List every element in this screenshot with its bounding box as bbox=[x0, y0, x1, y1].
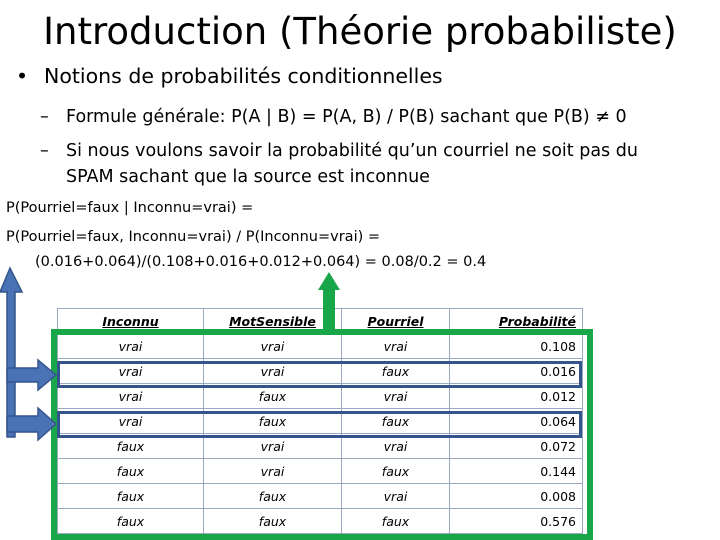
left-arrow-stem bbox=[0, 268, 22, 437]
cell-probabilite: 0.576 bbox=[450, 509, 583, 534]
cell-inconnu: vrai bbox=[58, 409, 204, 434]
cell-pourriel: faux bbox=[342, 509, 450, 534]
cell-inconnu: faux bbox=[58, 459, 204, 484]
sub-bullet-question-line1: Si nous voulons savoir la probabilité qu’un courriel ne soit pas du bbox=[66, 141, 638, 161]
bullet-main-text: Notions de probabilités conditionnelles bbox=[44, 64, 443, 88]
sub-bullet-dash: – bbox=[40, 141, 49, 161]
cell-motsensible: faux bbox=[204, 509, 342, 534]
cell-motsensible: vrai bbox=[204, 434, 342, 459]
sub-bullet-formula-text: Formule générale: P(A | B) = P(A, B) / P(B) sachant que P(B) ≠ 0 bbox=[66, 107, 627, 127]
green-arrow-stem bbox=[323, 288, 335, 332]
cell-pourriel: vrai bbox=[342, 484, 450, 509]
cell-inconnu: vrai bbox=[58, 334, 204, 359]
cell-inconnu: vrai bbox=[58, 359, 204, 384]
equation-line-2: P(Pourriel=faux, Inconnu=vrai) / P(Inconnu=vrai) = bbox=[6, 229, 381, 245]
cell-inconnu: faux bbox=[58, 484, 204, 509]
col-header-probabilite: Probabilité bbox=[450, 309, 583, 334]
cell-probabilite: 0.012 bbox=[450, 384, 583, 409]
cell-probabilite: 0.016 bbox=[450, 359, 583, 384]
cell-pourriel: faux bbox=[342, 409, 450, 434]
bullet-dot: • bbox=[16, 64, 29, 88]
col-header-motsensible: MotSensible bbox=[204, 309, 342, 334]
cell-motsensible: vrai bbox=[204, 334, 342, 359]
sub-bullet-dash: – bbox=[40, 107, 49, 127]
cell-motsensible: faux bbox=[204, 409, 342, 434]
cell-motsensible: faux bbox=[204, 384, 342, 409]
cell-inconnu: vrai bbox=[58, 384, 204, 409]
green-arrow-head bbox=[318, 272, 340, 290]
slide-title: Introduction (Théorie probabiliste) bbox=[43, 10, 677, 53]
cell-pourriel: vrai bbox=[342, 334, 450, 359]
cell-pourriel: vrai bbox=[342, 384, 450, 409]
cell-motsensible: faux bbox=[204, 484, 342, 509]
cell-motsensible: vrai bbox=[204, 359, 342, 384]
cell-motsensible: vrai bbox=[204, 459, 342, 484]
cell-probabilite: 0.008 bbox=[450, 484, 583, 509]
cell-pourriel: vrai bbox=[342, 434, 450, 459]
left-arrow-shape bbox=[0, 268, 56, 440]
green-up-arrow bbox=[318, 272, 340, 332]
cell-inconnu: faux bbox=[58, 509, 204, 534]
sub-bullet-question-line2: SPAM sachant que la source est inconnue bbox=[66, 167, 430, 187]
cell-probabilite: 0.108 bbox=[450, 334, 583, 359]
cell-probabilite: 0.072 bbox=[450, 434, 583, 459]
col-header-inconnu: Inconnu bbox=[58, 309, 204, 334]
equation-line-3: (0.016+0.064)/(0.108+0.016+0.012+0.064) = 0.08/0.2 = 0.4 bbox=[35, 254, 487, 270]
col-header-pourriel: Pourriel bbox=[342, 309, 450, 334]
equation-line-1: P(Pourriel=faux | Inconnu=vrai) = bbox=[6, 200, 254, 216]
cell-inconnu: faux bbox=[58, 434, 204, 459]
cell-pourriel: faux bbox=[342, 359, 450, 384]
cell-pourriel: faux bbox=[342, 459, 450, 484]
cell-probabilite: 0.064 bbox=[450, 409, 583, 434]
cell-probabilite: 0.144 bbox=[450, 459, 583, 484]
